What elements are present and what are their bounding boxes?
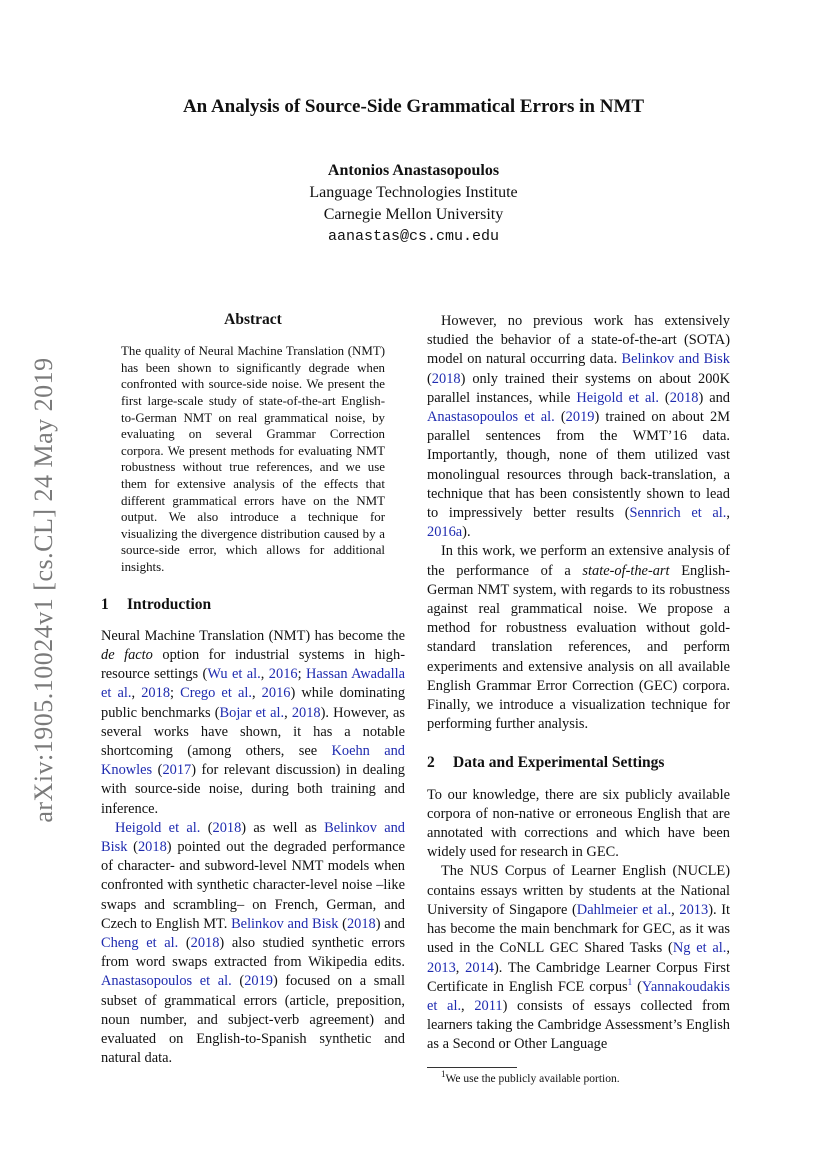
section-1-number: 1: [101, 595, 109, 613]
text-run: ) also studied synthetic errors from word swaps extracted from Wikipedia edits.: [101, 934, 406, 971]
section-2-heading: [427, 753, 730, 772]
author-name: Antonios Anastasopoulos: [327, 162, 500, 179]
author-block: [0, 160, 827, 248]
citation-link[interactable]: Anastasopoulos et al.: [427, 409, 555, 426]
right-column: [427, 312, 730, 1086]
text-run: The NUS Corpus of Learner English (NUCLE) contains essays written by students at the National University of Singapore (: [427, 863, 730, 918]
section-1-title: Introduction: [127, 595, 212, 613]
text-run: However, no previous work has extensively studied the behavior of a state-of-the-art (SOTA) model on natural occurring data.: [427, 313, 730, 368]
section-2-title: Data and Experimental Settings: [453, 754, 665, 772]
text-run: ) and: [698, 389, 731, 406]
text-run: (: [338, 915, 347, 932]
footnote-mark: 1: [441, 1068, 446, 1079]
text-run: ). However, as several works have shown, it has a notable shortcoming (among others, see: [101, 704, 405, 759]
text-run: ,: [455, 959, 466, 976]
citation-link[interactable]: 2018: [141, 685, 171, 702]
citation-link[interactable]: Yannakoudakis et al.: [427, 978, 731, 1014]
text-run: (: [127, 838, 138, 855]
left-column: [101, 310, 405, 1068]
emphasis: de facto: [101, 646, 153, 663]
intro-paragraph-1: [101, 627, 405, 819]
citation-link[interactable]: 2018: [190, 934, 220, 951]
text-run: ;: [170, 685, 181, 702]
citation-link[interactable]: Wu et al.: [207, 666, 261, 683]
citation-link[interactable]: Bojar et al.: [219, 704, 285, 721]
text-run: (: [554, 409, 566, 426]
citation-link[interactable]: Belinkov and Bisk: [621, 351, 730, 368]
abstract-text: The quality of Neural Machine Translation (NMT) has been shown to significantly degrade when confronted with source-side noise. We present the first large-scale study of state-of-the-art English-to-German NMT on real grammatical noise, by evaluating on several Grammar Correction corpora. We present methods for evaluating NMT robustness without true references, and we use them for extensive analysis of the effects that different grammatical errors have on the NMT output. We also introduce a technique for visualizing the divergence distribution caused by a source-side error, which allows for additional insights.: [121, 344, 385, 574]
text-run: ,: [284, 704, 292, 721]
citation-link[interactable]: 2019: [565, 409, 595, 426]
text-run: ,: [726, 505, 730, 522]
right-paragraph-2: [427, 542, 730, 734]
data-paragraph-1: To our knowledge, there are six publicly available corpora of non-native or erroneous English that are annotated with corrections and which have been widely used for research in GEC.: [427, 786, 730, 861]
section-2-number: 2: [427, 754, 435, 772]
text-run: English-German NMT system, with regards to its robustness against real grammatical noise. We propose a method for robustness evaluation without gold-standard translation references, and perform experiments and extensive analysis on all available English Grammar Error Correction (GEC) corpora. Finally, we introduce a visualization technique for performing further analysis.: [427, 562, 730, 733]
text-run: ,: [251, 685, 262, 702]
text-run: In this work, we perform an extensive analysis of the performance of a: [427, 543, 730, 579]
citation-link[interactable]: 2016: [268, 666, 298, 683]
text-run: ).: [462, 524, 471, 541]
citation-link[interactable]: 2018: [291, 704, 321, 721]
citation-link[interactable]: 2014: [465, 959, 494, 976]
citation-link[interactable]: 2017: [162, 762, 192, 779]
citation-link[interactable]: 2018: [669, 389, 699, 406]
footnote-divider: [427, 1067, 517, 1068]
right-paragraph-1: [427, 312, 730, 542]
text-run: ,: [131, 685, 142, 702]
citation-link[interactable]: Belinkov and Bisk: [101, 819, 406, 855]
text-run: ) while dominating public benchmarks (: [101, 685, 406, 721]
footnote-text: We use the publicly available portion.: [445, 1072, 620, 1085]
text-run: ). The Cambridge Learner Corpus First Certificate in English FCE corpus: [427, 959, 730, 995]
citation-link[interactable]: 2016: [261, 685, 291, 702]
text-run: (: [231, 973, 245, 990]
text-run: (: [152, 762, 163, 779]
text-run: ,: [461, 997, 475, 1014]
abstract-heading: Abstract: [224, 311, 282, 328]
citation-link[interactable]: 2011: [474, 997, 503, 1014]
text-run: ) consists of essays collected from learners taking the Cambridge Assessment’s English as a Second or Other Language: [427, 997, 730, 1053]
text-run: ) focused on a small subset of grammatical errors (article, preposition, noun number, and subject-verb agreement) and evaluated on English-to-Spanish synthetic and natural data.: [101, 973, 405, 1067]
text-run: ,: [260, 666, 269, 683]
paper-title: An Analysis of Source-Side Grammatical Errors in NMT: [182, 96, 645, 117]
footnote-marker-link[interactable]: 1: [627, 976, 633, 987]
text-run: ,: [671, 901, 680, 918]
text-run: (: [658, 389, 670, 406]
author-affiliation-2: Carnegie Mellon University: [323, 206, 504, 223]
citation-link[interactable]: Heigold et al.: [115, 819, 201, 836]
text-run: ) trained on about 2M parallel sentences from the WMT’16 data. Importantly, though, none of them utilized vast monolingual resources through back-translation, a technique that has been consistently shown to lead to impressively better results (: [427, 409, 731, 522]
citation-link[interactable]: 2018: [212, 819, 242, 836]
author-affiliation-1: Language Technologies Institute: [309, 184, 518, 201]
text-run: (: [178, 934, 191, 951]
text-run: (: [427, 370, 432, 387]
citation-link[interactable]: Belinkov and Bisk: [231, 915, 339, 932]
text-run: ) only trained their systems on about 200K parallel instances, while: [427, 370, 730, 406]
citation-link[interactable]: 2018: [346, 915, 376, 932]
citation-link[interactable]: 2019: [244, 973, 273, 990]
text-run: option for industrial systems in high-resource settings (: [101, 646, 405, 683]
text-run: Neural Machine Translation (NMT) has become the: [101, 627, 405, 644]
text-run: ) as well as: [241, 819, 325, 836]
citation-link[interactable]: Anastasopoulos et al.: [101, 973, 232, 990]
author-email: aanastas@cs.cmu.edu: [327, 228, 500, 245]
citation-link[interactable]: Koehn and Knowles: [101, 742, 406, 779]
citation-link[interactable]: Heigold et al.: [576, 389, 659, 406]
citation-link[interactable]: Sennrich et al.: [629, 505, 727, 522]
citation-link[interactable]: Cheng et al.: [101, 934, 179, 951]
emphasis: state-of-the-art: [582, 562, 670, 579]
citation-link[interactable]: 2018: [431, 370, 461, 387]
citation-link[interactable]: 2016a: [427, 524, 463, 541]
text-run: ) and: [375, 915, 405, 932]
arxiv-id: arXiv:1905.10024v1 [cs.CL] 24 May 2019: [29, 357, 58, 823]
citation-link[interactable]: Ng et al.: [672, 940, 727, 957]
text-run: (: [632, 978, 642, 995]
text-run: ,: [726, 940, 730, 957]
text-run: ) for relevant discussion) in dealing with source-side noise, during both training and inference.: [101, 762, 405, 817]
citation-link[interactable]: Dahlmeier et al.: [576, 901, 672, 918]
text-run: ) pointed out the degraded performance of character- and subword-level NMT models when confronted with synthetic character-level noise –like swaps and scrambling– on French, German, and Czech to English MT.: [101, 838, 406, 932]
citation-link[interactable]: Crego et al.: [180, 685, 252, 702]
text-run: (: [200, 819, 213, 836]
citation-link[interactable]: Hassan Awadalla et al.: [101, 666, 406, 702]
section-1-heading: [101, 595, 405, 614]
footnote-1: [427, 1068, 730, 1086]
citation-link[interactable]: 2013: [679, 901, 709, 918]
intro-paragraph-2: [101, 819, 405, 1069]
citation-link[interactable]: 2013: [427, 959, 456, 976]
text-run: ;: [297, 666, 306, 683]
citation-link[interactable]: 2018: [137, 838, 167, 855]
text-run: ). It has become the main benchmark for GEC, as it was used in the CoNLL GEC Shared Tasks (: [427, 901, 731, 957]
arxiv-stamp: [22, 330, 66, 850]
data-paragraph-2: [427, 862, 730, 1054]
